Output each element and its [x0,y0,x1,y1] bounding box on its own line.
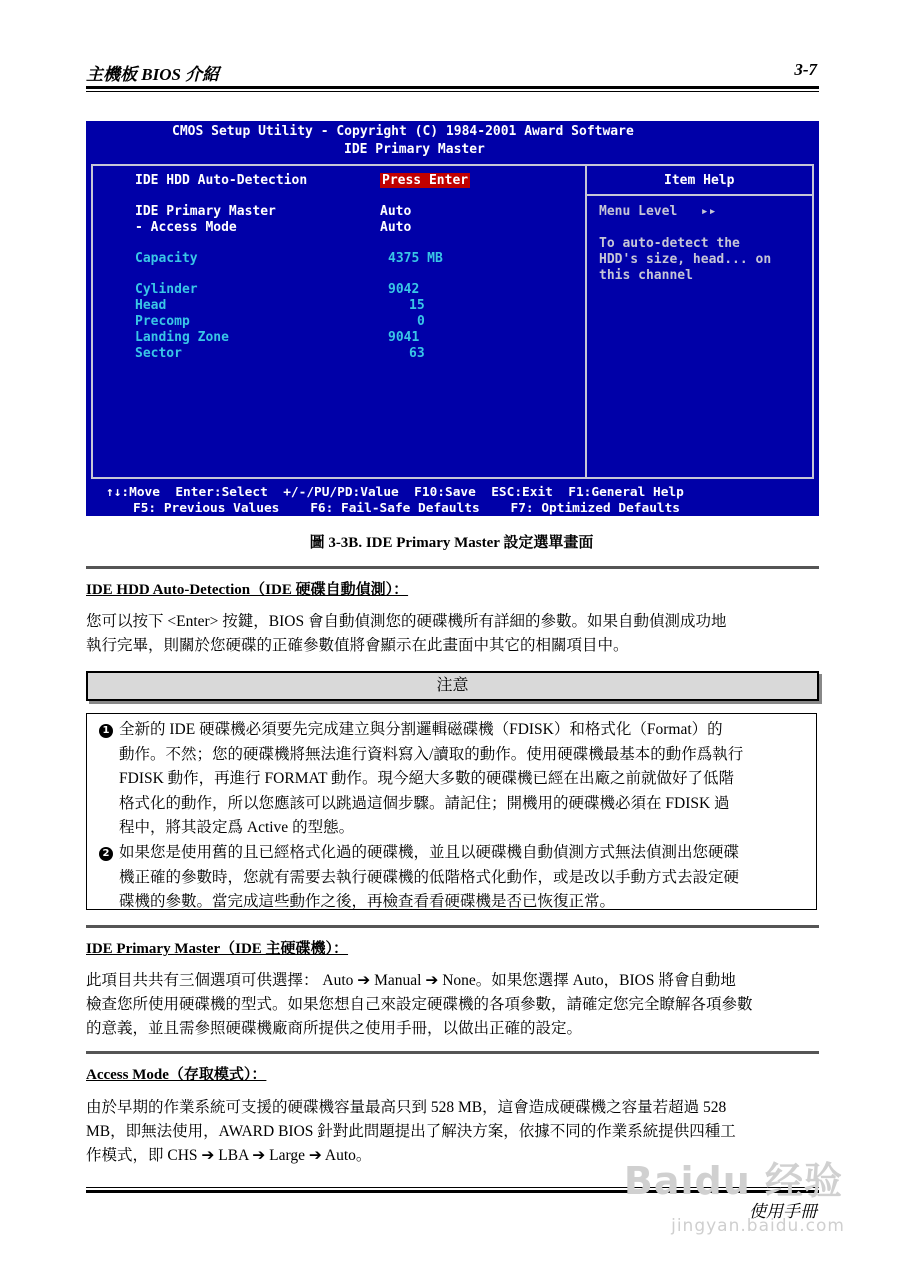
section-divider [86,566,819,569]
bios-row-value: 4375 MB [388,251,443,266]
bios-row-label: Cylinder [135,282,198,297]
paragraph-line: MB，即無法使用，AWARD BIOS 針對此問題提出了解決方案，依據不同的作業系統提供四種工 [86,1123,736,1140]
header-title: 主機板 BIOS 介紹 [86,65,220,84]
paragraph-line: 由於早期的作業系統可支援的硬碟機容量最高只到 528 MB，這會造成硬碟機之容量若超過 528 [86,1099,727,1116]
paragraph-line: 的意義，並且需參照硬碟機廠商所提供之使用手冊，以做出正確的設定。 [86,1020,583,1037]
section-heading: IDE Primary Master（IDE 主硬碟機）： [86,941,349,957]
help-text: this channel [599,268,693,283]
help-text: To auto-detect the [599,236,740,251]
figure-caption: 圖 3-3B. IDE Primary Master 設定選單畫面 [309,535,594,551]
note-item [99,841,805,915]
bios-row-label: IDE Primary Master [135,204,276,219]
note-line: 碟機的參數。當完成這些動作之後，再檢查看看硬碟機是否已恢復正常。 [119,893,616,910]
bios-screen [86,121,819,516]
bios-title: CMOS Setup Utility - Copyright (C) 1984-2001 Award Software [172,124,634,139]
help-text: HDD's size, head... on [599,252,772,267]
section-divider [86,1051,819,1054]
note-line: 程中，將其設定爲 Active 的型態。 [119,819,355,836]
paragraph-line: 您可以按下 <Enter> 按鍵，BIOS 會自動偵測您的硬碟機所有詳細的參數。如果自動偵測成功地 [86,613,727,630]
note-line: 動作。不然；您的硬碟機將無法進行資料寫入/讀取的動作。使用硬碟機最基本的動作爲執行 [119,745,744,763]
bios-row-value: 15 [409,298,425,313]
bios-row-value: 63 [409,346,425,361]
press-enter-button[interactable]: Press Enter [382,173,469,188]
bios-row-value[interactable]: Auto [380,204,412,219]
section-heading: IDE HDD Auto-Detection（IDE 硬碟自動偵測）： [86,582,409,598]
note-box [86,713,817,910]
footer-title: 使用手冊 [749,1202,817,1221]
header-rule-thin [86,91,819,92]
bios-key-legend: ↑↓:Move Enter:Select +/-/PU/PD:Value F10:Save ESC:Exit F1:General Help [106,485,684,500]
watermark-url: jingyan.baidu.com [671,1216,845,1236]
menu-level: Menu Level ▸▸ [599,204,717,219]
paragraph-line: 此項目共共有三個選項可供選擇： Auto ➔ Manual ➔ None。如果您選擇 Auto，BIOS 將會自動地 [86,972,736,989]
bios-row-label: Head [135,298,167,313]
page-number: 3-7 [794,60,817,79]
section-divider [86,925,819,928]
bios-row-label: Precomp [135,314,190,329]
section-paragraph [86,969,819,1041]
note-item [99,718,805,841]
paragraph-line: 作模式，即 CHS ➔ LBA ➔ Large ➔ Auto。 [86,1147,372,1164]
paragraph-line: 檢查您所使用硬碟機的型式。如果您想自己來設定硬碟機的各項參數，請確定您完全瞭解各項參數 [86,996,753,1013]
header-rule [86,86,819,89]
bios-row-value: 9042 [388,282,420,297]
bios-row-value[interactable]: Auto [380,220,412,235]
note-line: 格式化的動作，所以您應該可以跳過這個步驟。請記住；開機用的硬碟機必須在 FDISK 過 [119,794,730,812]
watermark-logo: Baidu 经验 [623,1159,843,1203]
bullet-two-icon: 2 [99,847,113,861]
note-line: FDISK 動作，再進行 FORMAT 動作。現今絕大多數的硬碟機已經在出廠之前就做好了低階 [119,770,735,787]
note-line: 2 如果您是使用舊的且已經格式化過的硬碟機，並且以硬碟機自動偵測方式無法偵測出您硬碟 [99,841,805,866]
bios-row-label: IDE HDD Auto-Detection [135,173,308,188]
bios-row-label: - Access Mode [135,220,237,235]
bullet-one-icon: 1 [99,724,113,738]
bios-row-label: Landing Zone [135,330,229,345]
note-line: 機正確的參數時，您就有需要去執行硬碟機的低階格式化動作，或是改以手動方式去設定硬 [119,868,740,886]
bios-help-rule [585,194,812,196]
bios-key-legend: F5: Previous Values F6: Fail-Safe Defaults F7: Optimized Defaults [133,501,681,516]
bios-divider [585,164,587,477]
section-heading: Access Mode（存取模式）： [86,1067,267,1083]
bios-row-label: Capacity [135,251,198,266]
item-help-title: Item Help [664,173,735,188]
note-title: 注意 [86,671,819,701]
bios-row-value[interactable] [380,173,470,188]
paragraph-line: 執行完畢，則關於您硬碟的正確參數值將會顯示在此畫面中其它的相關項目中。 [86,637,629,654]
bios-row-value: 9041 [388,330,420,345]
bios-subtitle: IDE Primary Master [344,142,485,157]
bios-row-label: Sector [135,346,182,361]
bios-row-value: 0 [417,314,425,329]
section-paragraph [86,610,819,658]
note-line: 1 全新的 IDE 硬碟機必須要先完成建立與分割邏輯磁碟機（FDISK）和格式化（Format）的 [99,718,805,743]
